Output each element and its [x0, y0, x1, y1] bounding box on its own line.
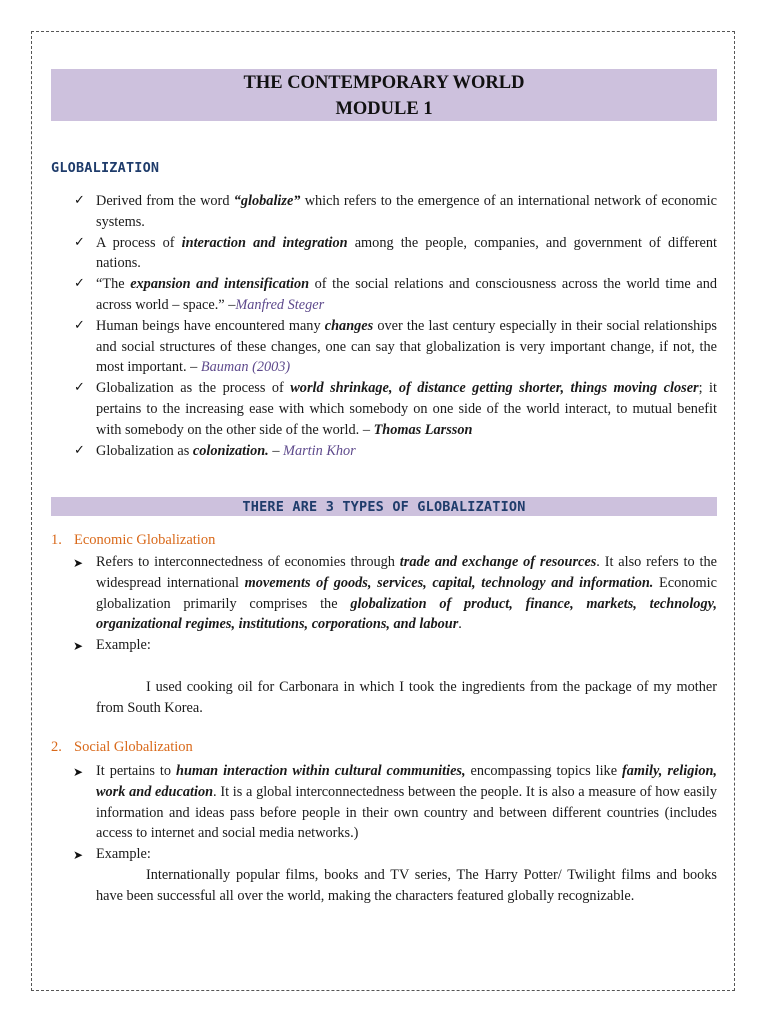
check-mark-icon: ✓ — [74, 380, 85, 396]
body-text: which refers to the emergence of an international network of economic systems. — [96, 193, 717, 230]
check-mark-icon: ✓ — [74, 442, 85, 458]
emphasis-text: world shrinkage, of distance getting shorter, things moving closer — [290, 380, 699, 397]
body-text: ; it pertains to the increasing ease with which somebody on one side of the world interact, to mutual benefit with somebody on the other side of the world. – — [96, 380, 717, 438]
body-text: – — [268, 442, 284, 459]
list-item — [74, 441, 717, 462]
list-item — [74, 191, 717, 233]
list-item — [73, 761, 717, 844]
emphasis-text: trade and exchange of resources — [399, 554, 597, 570]
body-text: over the last century especially in their social relationships and social structures of these changes, one can say that globalization is very important change, if not, the most important. – — [96, 317, 717, 376]
economic-globalization-example: I used cooking oil for Carbonara in which I took the ingredients from the package of my mother from South Korea. — [96, 679, 717, 716]
list-item — [74, 316, 717, 378]
body-text: Economic globalization primarily comprises the — [96, 574, 717, 612]
document-title-banner — [51, 69, 717, 121]
emphasis-text: globalization of product, finance, markets, technology, organizational regimes, institutions, corporations, and labour — [96, 595, 717, 633]
body-text: Refers to interconnectedness of economies through — [96, 554, 400, 570]
arrowhead-icon: ➤ — [73, 765, 84, 779]
social-globalization-example: Internationally popular films, books and TV series, The Harry Potter/ Twilight films and books have been successful all over the world, making the characters featured globally recognizable. — [96, 867, 717, 904]
body-text: Example: — [96, 637, 151, 654]
economic-globalization-heading — [51, 532, 215, 549]
arrowhead-icon: ➤ — [73, 556, 84, 570]
attribution: Manfred Steger — [235, 296, 325, 313]
emphasis-text: expansion and intensification — [130, 276, 310, 293]
body-text: . — [458, 616, 462, 633]
body-text: among the people, companies, and government of different nations. — [96, 234, 717, 272]
check-mark-icon: ✓ — [74, 317, 85, 333]
module-label: MODULE 1 — [335, 99, 433, 119]
emphasis-text: interaction and integration — [181, 234, 348, 251]
body-text: of the social relations and consciousness across the world time and across world – space.” – — [96, 276, 717, 313]
body-text: “The — [96, 276, 131, 293]
list-item — [74, 274, 717, 316]
body-text: A process of — [96, 234, 182, 251]
body-text: Human beings have encountered many — [96, 317, 325, 334]
globalization-heading: GLOBALIZATION — [51, 160, 160, 176]
list-item — [74, 378, 717, 440]
body-text: Globalization as the process of — [96, 380, 291, 397]
check-mark-icon: ✓ — [74, 276, 85, 292]
heading-title: Social Globalization — [74, 739, 193, 755]
emphasis-text: colonization. — [192, 442, 269, 459]
arrowhead-icon: ➤ — [73, 639, 84, 654]
economic-globalization-points — [73, 552, 717, 656]
attribution: Martin Khor — [283, 442, 356, 459]
list-item — [74, 233, 717, 275]
list-item — [73, 635, 717, 656]
heading-title: Economic Globalization — [74, 532, 216, 548]
social-globalization-heading — [51, 739, 193, 756]
body-text: . It is a global interconnectedness between the people. It is also a measure of how easily information and ideas pass before people in their own country and between different countries (includes access to internet and social media networks.) — [96, 783, 717, 842]
emphasis-text: movements of goods, services, capital, technology and information. — [244, 574, 654, 591]
check-mark-icon: ✓ — [74, 234, 85, 250]
list-item — [73, 552, 717, 635]
arrowhead-icon: ➤ — [73, 848, 84, 863]
heading-number: 1. — [51, 532, 62, 548]
list-item — [73, 844, 717, 865]
emphasis-text: changes — [324, 317, 374, 334]
attribution: Bauman (2003) — [200, 359, 291, 376]
body-text: Example: — [96, 846, 151, 863]
emphasis-text: “globalize” — [233, 193, 301, 209]
body-text: Derived from the word — [96, 193, 234, 209]
body-text: encompassing topics like — [465, 763, 623, 779]
body-text: . It also refers to the widespread international — [96, 554, 717, 591]
check-mark-icon: ✓ — [74, 193, 85, 208]
emphasis-text: family, religion, work and education — [96, 763, 717, 800]
document-title: THE CONTEMPORARY WORLD — [243, 73, 525, 93]
types-heading: THERE ARE 3 TYPES OF GLOBALIZATION — [51, 497, 717, 516]
body-text: Globalization as — [96, 442, 193, 459]
body-text: It pertains to — [96, 763, 176, 779]
emphasis-text: Thomas Larsson — [373, 421, 473, 438]
social-globalization-points — [73, 761, 717, 865]
emphasis-text: human interaction within cultural communities, — [176, 763, 466, 779]
heading-number: 2. — [51, 739, 62, 755]
globalization-definition-list — [74, 191, 717, 461]
